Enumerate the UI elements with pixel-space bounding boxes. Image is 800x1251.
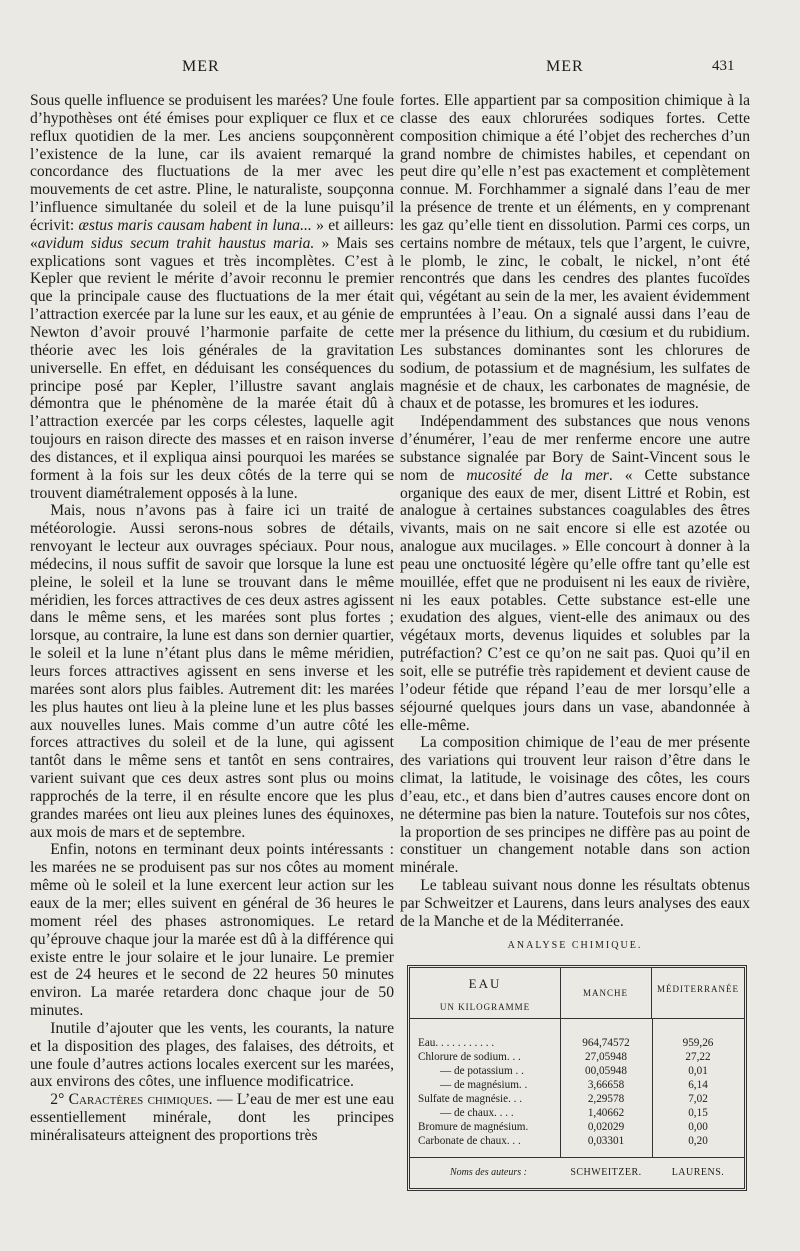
table-row xyxy=(410,1064,744,1078)
paragraph-variations: La composition chimique de l’eau de mer présente des variations qui trouvent leur raison d’être dans le climat, la latitude, le voisinage des côtes, les cours d’eau, etc., et dans bien d’autres causes encore dont on ne détermine pas bien la nature. Toutefois sur nos côtes, la proportion de ses principes ne diffère pas au point de constituer un changement notable dans son action minérale. xyxy=(400,734,750,877)
table-row xyxy=(410,1092,744,1106)
header-cell-mediterranee: MÉDITERRANÉE xyxy=(657,984,739,994)
table-row xyxy=(410,1078,744,1092)
row-value-manche: 3,66658 xyxy=(587,1079,625,1091)
paragraph-text: Sous quelle influence se produisent les marées? Une foule d’hypothèses ont été émises pour expliquer ce flux et ce reflux quotidien de la mer. Les anciens soupçonnèrent l’existence de la lune, car ils avaient remarqué la concordance des fluctuations de la mer avec les mouvements de cet astre. Pline, le naturaliste, soupçonna l’influence simultanée du soleil et de la lune puisqu’il écrivit: xyxy=(30,92,394,234)
author-mediterranee: LAURENS. xyxy=(671,1167,725,1178)
table-caption: ANALYSE CHIMIQUE. xyxy=(507,939,643,951)
row-value-mediterranee: 0,01 xyxy=(688,1065,708,1077)
section-heading: 2° Caractères chimiques. xyxy=(50,1091,213,1109)
table-row xyxy=(410,1120,744,1134)
running-head-right: MER xyxy=(546,58,584,75)
row-value-mediterranee: 6,14 xyxy=(688,1079,708,1091)
row-value-mediterranee: 7,02 xyxy=(688,1093,708,1105)
row-label: Carbonate de chaux. . . xyxy=(418,1135,521,1147)
right-column xyxy=(400,92,750,959)
row-value-manche: 0,03301 xyxy=(587,1135,625,1147)
row-value-mediterranee: 27,22 xyxy=(685,1051,711,1063)
paragraph-text: » et ailleurs: « xyxy=(30,216,394,252)
paragraph-text: . « Cette substance organique des eaux de mer, disent Littré et Robin, est analogue à certaines substances coagulables des êtres vivants, mais on ne sait encore si elle est azotée ou analogue aux mucilages. » Elle concourt à donner à la peau une onctuosité légère qu’elle offre tant qu’elle est mouillée, effet que ne produisent ni les eaux de rivière, ni les eaux potables. Cette substance est-elle une exudation des algues, vient-elle des animaux ou des végétaux morts, devenus liquides et solubles par la putréfaction? C’est ce qu’on ne sait pas. Quoi qu’il en soit, elle se putréfie très rapidement et devient cause de l’odeur fétide que répand l’eau de mer lorsqu’elle a séjourné quelques jours dans un vase, abandonnée à elle-même. xyxy=(400,466,750,734)
table-row xyxy=(410,1134,744,1148)
table-footer xyxy=(410,1157,744,1188)
row-value-mediterranee: 0,15 xyxy=(688,1107,708,1119)
paragraph-composition: fortes. Elle appartient par sa composition chimique à la classe des eaux chlorurées sodiques fortes. Cette composition chimique a été l’objet des recherches d’un grand nombre de chimistes habiles, et cependant on peut dire qu’elle n’est pas exactement et complètement connue. M. Forchhammer a signalé dans l’eau de mer la présence de trente et un éléments, en y comprenant les gaz qu’elle tient en dissolution. Parmi ces corps, un certains nombre de métaux, tels que l’argent, le cuivre, le plomb, le zinc, le cobalt, le nickel, n’ont été rencontrés que dans les cendres des plantes fucoïdes qui, végétant au sein de la mer, les avaient évidemment empruntées à l’eau. On a signalé aussi dans l’eau de mer la présence du lithium, du cœsium et du rubidium. Les substances dominantes sont les chlorures de sodium, de potassium et de magnésium, les sulfates de magnésie et de chaux, les carbonates de magnésie, de chaux et de potasse, les bromures et les iodures. xyxy=(400,92,750,413)
row-value-manche: 00,05948 xyxy=(585,1065,627,1077)
paragraph-mucosity xyxy=(400,413,750,734)
row-label: Chlorure de sodium. . . xyxy=(418,1051,521,1063)
header-cell-eau xyxy=(410,968,561,1018)
row-label: — de potassium . . xyxy=(440,1065,524,1077)
header-unit-label: UN KILOGRAMME xyxy=(439,1002,531,1012)
row-label: Bromure de magnésium. xyxy=(418,1121,529,1133)
latin-quote: avidum sidus secum trahit haustus maria. xyxy=(37,234,315,252)
row-value-mediterranee: 959,26 xyxy=(682,1037,714,1049)
authors-label: Noms des auteurs : xyxy=(450,1167,527,1178)
paragraph-table-intro: Le tableau suivant nous donne les résultats obtenus par Schweitzer et Laurens, dans leurs analyses des eaux de la Manche et de la Méditerranée. xyxy=(400,877,750,930)
row-value-mediterranee: 0,00 xyxy=(688,1121,708,1133)
paragraph-local-actions: Inutile d’ajouter que les vents, les courants, la nature et la disposition des plages, des falaises, des détroits, et une foule d’autres actions locales exercent sur les marées, aux environs des côtes, une influence modificatrice. xyxy=(30,1019,394,1091)
paragraph-chemical xyxy=(30,1091,394,1145)
left-column xyxy=(30,92,394,1145)
table-header xyxy=(410,968,744,1019)
row-label: Eau. . . . . . . . . . . xyxy=(418,1037,495,1049)
author-manche: SCHWEITZER. xyxy=(570,1167,642,1178)
header-eau-label: EAU xyxy=(468,976,502,991)
row-value-manche: 27,05948 xyxy=(585,1051,627,1063)
paragraph-text: — L’eau de mer est une eau essentiellement minérale, dont les principes minéralisateurs atteignent des proportions très xyxy=(30,1091,394,1144)
running-head-left: MER xyxy=(182,58,220,75)
row-label: Sulfate de magnésie. . . xyxy=(418,1093,523,1105)
analysis-table xyxy=(407,965,747,1191)
table-row xyxy=(410,1106,744,1120)
row-label: — de chaux. . . . xyxy=(440,1107,514,1119)
row-value-manche: 1,40662 xyxy=(587,1107,625,1119)
table-row xyxy=(410,1050,744,1064)
table-row xyxy=(410,1036,744,1050)
paragraph-tides-origin xyxy=(30,92,394,502)
table-body xyxy=(410,1026,744,1156)
latin-quote: æstus maris causam habent in luna... xyxy=(78,216,312,234)
row-value-manche: 2,29578 xyxy=(587,1093,625,1105)
page-number: 431 xyxy=(712,58,735,74)
paragraph-delay: Enfin, notons en terminant deux points intéressants : les marées ne se produisent pas sur nos côtes au moment même où le soleil et la lune exercent leur action sur les eaux de la mer; elles suivent en général de 36 heures le moment réel des phases astronomiques. Le retard qu’éprouve chaque jour la marée est dû à la différence qui existe entre le jour solaire et le jour lunaire. Le premier est de 24 heures et le second de 22 heures 50 minutes environ. La marée retardera donc chaque jour de 50 minutes. xyxy=(30,841,394,1020)
paragraph-text: » Mais ses explications sont vagues et très incomplètes. C’est à Kepler que revient le mérite d’avoir reconnu le premier que la principale cause des fluctuations de la mer était l’attraction exercée par la lune sur les eaux, et au génie de Newton d’avoir prouvé l’harmonie parfaite de cette théorie avec les lois générales de la gravitation universelle. En effet, en déduisant les conséquences du principe posé par Kepler, l’illustre savant anglais démontra que le phénomène de la marée était dû à l’attraction exercée par les corps célestes, laquelle agit toujours en raison directe des masses et en raison inverse des distances, et il expliqua ainsi pourquoi les marées se forment à la fois sur les deux côtés de la terre qui se trouvent diamétralement opposés à la lune. xyxy=(30,234,394,502)
row-value-mediterranee: 0,20 xyxy=(688,1135,708,1147)
row-label: — de magnésium. . xyxy=(440,1079,528,1091)
paragraph-meteorology: Mais, nous n’avons pas à faire ici un traité de météorologie. Aussi serons-nous sobres de détails, renvoyant le lecteur aux ouvrages spéciaux. Pour nous, médecins, il nous suffit de savoir que lorsque la lune est pleine, le soleil et la lune se trouvant dans le même méridien, les forces attractives de ces deux astres agissent dans le même sens, et les marées sont plus fortes ; lorsque, au contraire, la lune est dans son dernier quartier, le soleil et la lune n’étant plus dans le même méridien, leurs forces attractives agissent en sens inverse et les marées sont alors plus faibles. Autrement dit: les marées les plus hautes ont lieu à la pleine lune et les plus basses aux nouvelles lunes. Mais comme d’un autre côté les forces attractives du soleil et de la lune, qui agissent tantôt dans le même sens et tantôt en sens contraires, varient suivant que ces deux astres sont plus ou moins rapprochés de la terre, il en résulte encore que les plus grandes marées ont lieu aux pleines lunes des équinoxes, aux mois de mars et de septembre. xyxy=(30,502,394,841)
header-cell-manche: MANCHE xyxy=(560,968,652,1018)
paragraph-text: Indépendamment des substances que nous venons d’énumérer, l’eau de mer renferme encore une autre substance signalée par Bory de Saint-Vincent sous le nom de xyxy=(400,413,750,484)
italic-term: mucosité de la mer xyxy=(466,466,609,484)
row-value-manche: 0,02029 xyxy=(587,1121,625,1133)
row-value-manche: 964,74572 xyxy=(582,1037,630,1049)
